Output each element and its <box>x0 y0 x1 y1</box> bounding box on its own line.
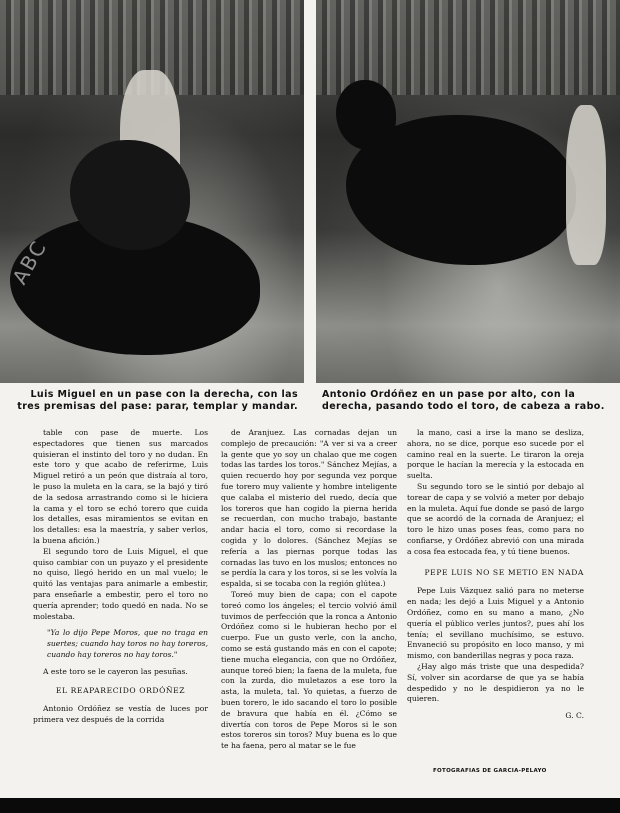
bullfight-photo-luis-miguel <box>0 0 304 383</box>
paragraph: ¿Hay algo más triste que una despedida? Sí, volver sin acordarse de que ya se había despedido y no le despidieron ya no le quieren. <box>407 661 584 704</box>
text-column-3 <box>407 428 584 722</box>
section-heading: EL REAPARECIDO ORDÓÑEZ <box>55 685 186 695</box>
paragraph: la mano, casi a irse la mano se desliza, ahora, no se dice, porque eso sucede por el camino real en la suerte. Le tiraron la oreja porque le hacían la merecía y la estocada en suelta. <box>407 428 584 481</box>
bull-head <box>336 80 396 150</box>
bullfight-photo-ordonez <box>316 0 620 383</box>
paragraph: de Aranjuez. Las cornadas dejan un complejo de precaución: "A ver si va a creer la gente que yo soy un chalao que me cogen todas las tardes los toros." Sánchez Mejías, a quien recuerdo hoy por segunda vez porque fue torero muy valiente y hombre inteligente que calaba el misterio del ruedo, decía que los toreros que han cogido la pierna herida se recuerdan, con mucho trabajo, bastante andar hacia el toro, como si recordase la cogida y lo dolores. (Sánchez Mejías se refería a las piernas porque todas las cornadas las tuvo en los muslos; entonces no se perdía la cara y los toros, si se les volvía la espalda, si se tocaba con la región glútea.) <box>221 428 397 589</box>
paragraph: A este toro se le cayeron las pesuñas. <box>43 666 188 676</box>
text-column-2 <box>221 428 397 752</box>
paragraph: Pepe Luis Vázquez salió para no meterse en nada; les dejó a Luis Miguel y a Antonio Ordóñez, como en su mano a mano, ¿No quería el público verles juntos?, pues ahí los tenía; el sevillano muchísimo, se estuvo. Envaneció su propósito en loco manso, y mi mismo, con banderillas negras y poca raza. <box>407 586 584 661</box>
page-bottom-border <box>0 798 620 813</box>
paragraph: Su segundo toro se le sintió por debajo al torear de capa y se volvió a meter por debajo en la muleta. Aquí fue donde se pasó de largo que se acordó de la cornada de Aranjuez; el toro le hizo unas poses feas, como para no confiarse, y Ordóñez abrevió con una mirada a cosa fea estocada fea, y tú tiene buenos. <box>407 481 584 556</box>
photo-credit: FOTOGRAFIAS DE GARCIA-PELAYO <box>433 768 547 774</box>
watermark: ABC <box>7 235 52 289</box>
photo-caption-left: Luis Miguel en un pase con la derecha, con las tres premisas del pase: parar, templar y mandar. <box>17 389 298 412</box>
matador-figure <box>566 105 606 265</box>
author-signature: G. C. <box>565 711 584 721</box>
paragraph: table con pase de muerte. Los espectadores que tienen sus marcados quisieran el instinto del toro y no dudan. En este toro y que acabo de referirme, Luis Miguel retiró a un peón que distraía al toro, le puso la muleta en la cara, se la bajó y tiró de la sedosa arrastrando como si le hiciera la cama y el toro se echó torero que cuida los detalles, esas miramientos se evitan en los detalles: esa la maestría, y saber verlos, la buena afición.) <box>33 428 208 545</box>
paragraph: El segundo toro de Luis Miguel, el que quiso cambiar con un puyazo y el presidente no quiso, llegó herido en un mal vuelo; le quitó las ventajas para animarle a embestir, para enseñarle a embestir, pero el toro no quería aprender; todo quedó en nada. No se molestaba. <box>33 546 208 621</box>
paragraph: Antonio Ordóñez se vestía de luces por primera vez después de la corrida <box>33 704 208 725</box>
text-column-1 <box>33 428 208 726</box>
photo-caption-right: Antonio Ordóñez en un pase por alto, con la derecha, pasando todo el toro, de cabeza a rabo. <box>322 389 605 412</box>
section-heading: PEPE LUIS NO SE METIO EN NADA <box>424 567 584 577</box>
verse-quote: "Ya lo dijo Pepe Moros, que no traga en suertes; cuando hay toros no hay toreros, cuando hay toreros no hay toros." <box>47 628 208 659</box>
paragraph: Toreó muy bien de capa; con el capote toreó como los ángeles; el tercio volvió ámil tuvimos de perfección que la ronca a Antonio Ordóñez como si le hubieran hecho por el cuerpo. Fue un gusto verle, con la ancho, como se está gustando más en con el capote; tiene mucha elegancia, con que no Ordóñez, aunque toreó bien; la faena de la muleta, fue con la zurda, dio muletazos a ese toro la asta, la muleta, tal. Yo quietas, a fuerzo de buen torero, le ido sacando el toro lo posible de bravura que había en él. ¿Cómo se divertía con toros de Pepe Moros si le son estos toreros sin toros? Muy buena es lo que te ha faena, pero al matar se le fue <box>221 589 397 751</box>
